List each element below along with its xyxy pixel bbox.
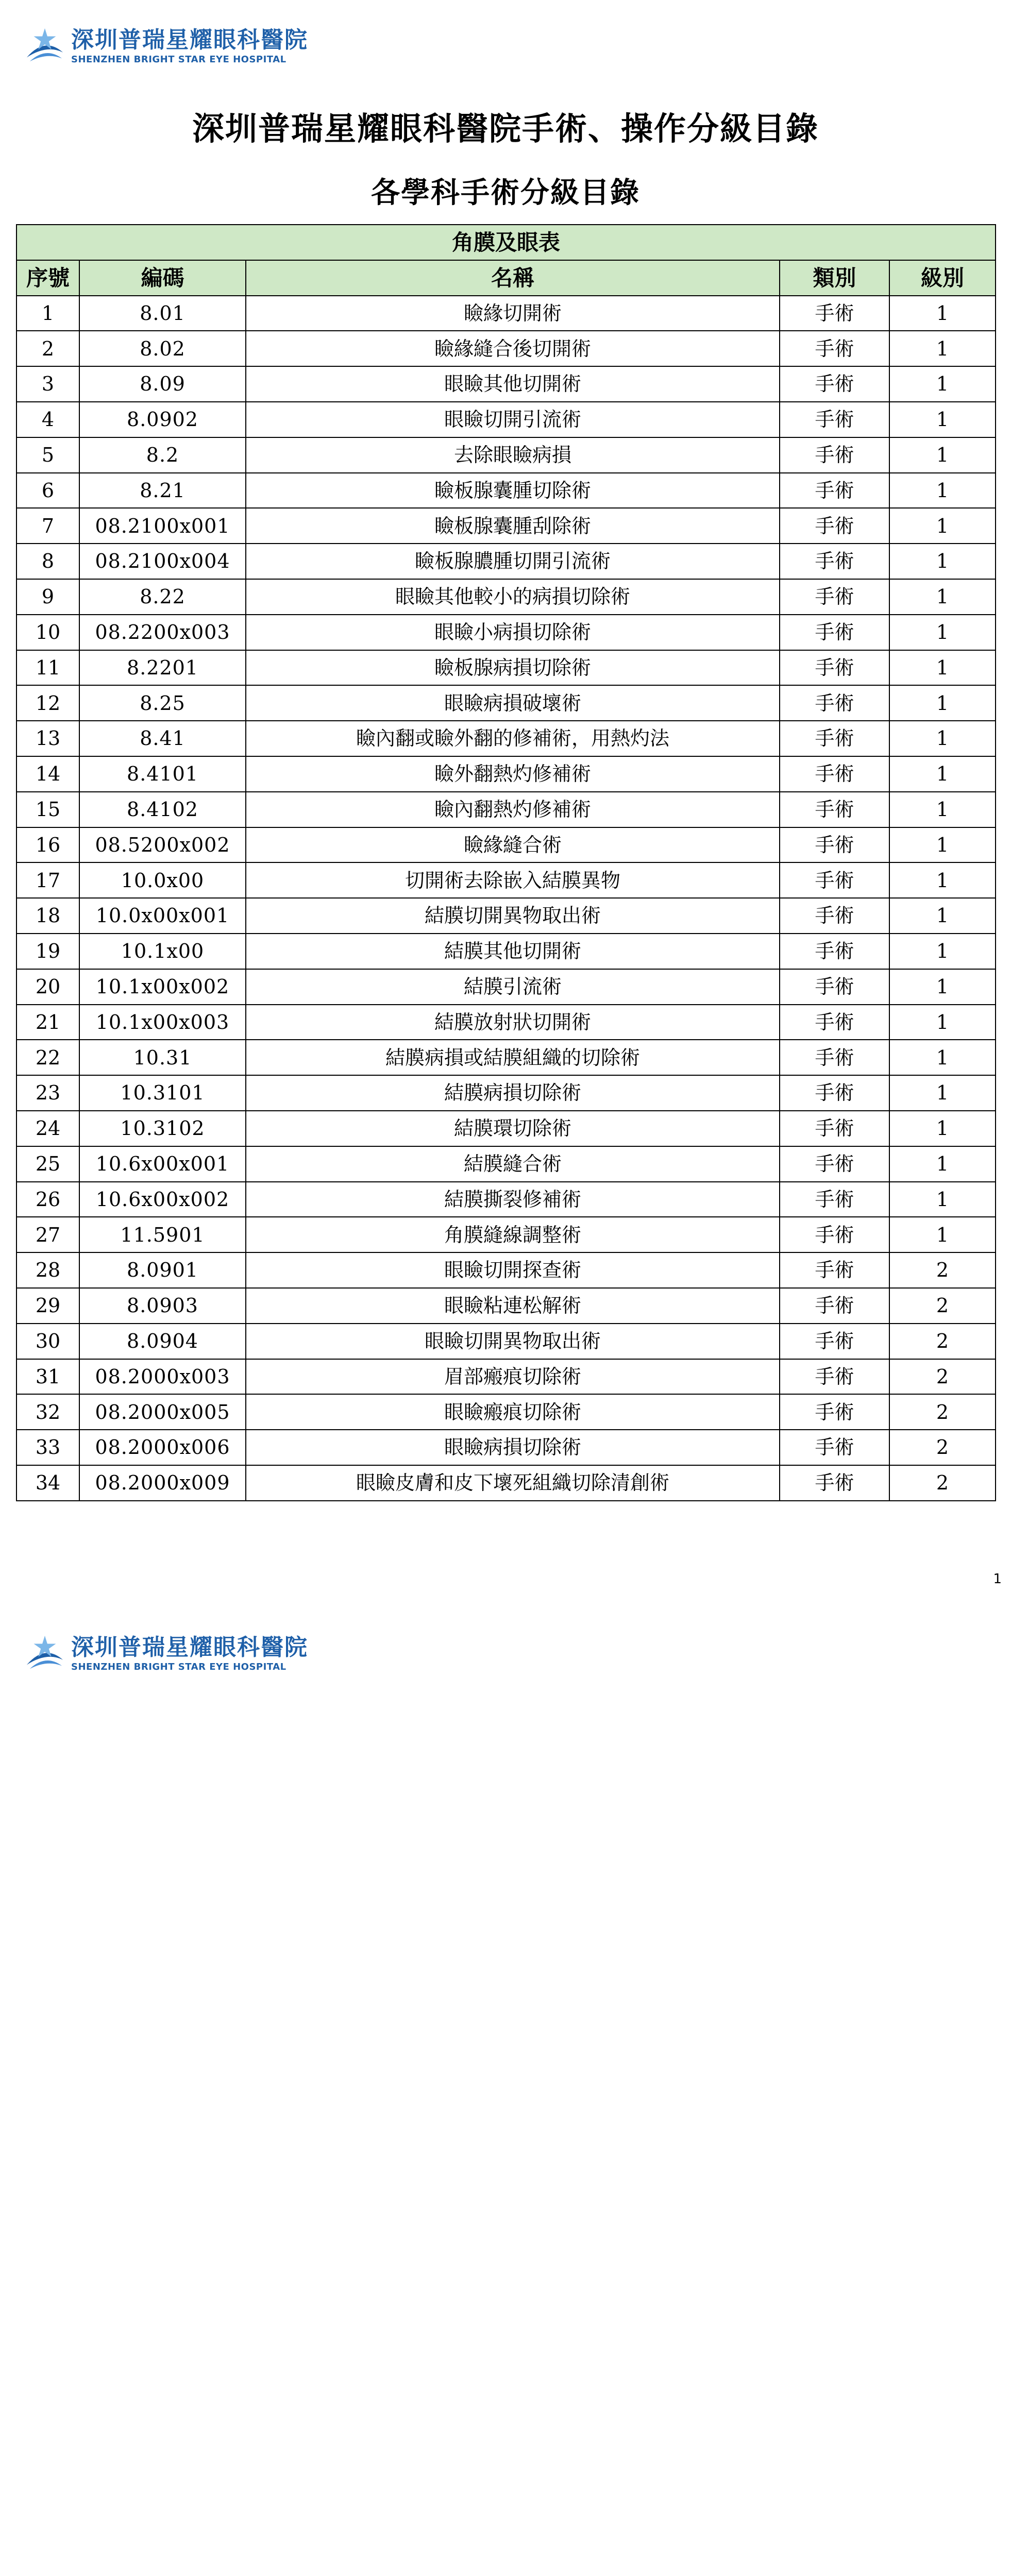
cell-level: 1 <box>889 1075 996 1111</box>
cell-name: 瞼板腺病損切除術 <box>246 650 780 686</box>
cell-level: 1 <box>889 508 996 544</box>
table-row <box>16 508 996 544</box>
cell-level: 1 <box>889 650 996 686</box>
hospital-logo <box>25 21 308 72</box>
hospital-name-en: SHENZHEN BRIGHT STAR EYE HOSPITAL <box>71 54 287 65</box>
table-row <box>16 1324 996 1359</box>
cell-name: 切開術去除嵌入結膜異物 <box>246 862 780 898</box>
cell-category: 手術 <box>780 544 889 579</box>
cell-category: 手術 <box>780 579 889 615</box>
table-row <box>16 1217 996 1252</box>
cell-category: 手術 <box>780 366 889 402</box>
cell-name: 結膜病損切除術 <box>246 1075 780 1111</box>
cell-index: 25 <box>16 1146 79 1182</box>
page-title: 深圳普瑞星耀眼科醫院手術、操作分級目錄 <box>192 110 819 147</box>
table-row <box>16 721 996 756</box>
cell-level: 1 <box>889 756 996 792</box>
cell-category: 手術 <box>780 969 889 1005</box>
cell-code: 8.09 <box>79 366 246 402</box>
cell-code: 8.41 <box>79 721 246 756</box>
cell-level: 1 <box>889 721 996 756</box>
cell-name: 瞼外翻熱灼修補術 <box>246 756 780 792</box>
header-row <box>16 260 996 296</box>
cell-code: 8.4102 <box>79 792 246 827</box>
cell-level: 2 <box>889 1324 996 1359</box>
cell-name: 結膜引流術 <box>246 969 780 1005</box>
table-row <box>16 862 996 898</box>
cell-index: 9 <box>16 579 79 615</box>
cell-name: 瞼內翻或瞼外翻的修補術，用熱灼法 <box>246 721 780 756</box>
cell-level: 1 <box>889 1146 996 1182</box>
cell-category: 手術 <box>780 685 889 721</box>
cell-level: 1 <box>889 615 996 650</box>
cell-category: 手術 <box>780 650 889 686</box>
cell-code: 8.01 <box>79 296 246 331</box>
cell-category: 手術 <box>780 331 889 366</box>
cell-index: 4 <box>16 402 79 437</box>
hospital-name-cn: 深圳普瑞星耀眼科醫院 <box>71 1634 308 1661</box>
cell-index: 1 <box>16 296 79 331</box>
cell-category: 手術 <box>780 473 889 509</box>
cell-index: 7 <box>16 508 79 544</box>
cell-index: 2 <box>16 331 79 366</box>
cell-index: 15 <box>16 792 79 827</box>
cell-code: 8.0903 <box>79 1288 246 1324</box>
cell-category: 手術 <box>780 402 889 437</box>
cell-index: 19 <box>16 934 79 969</box>
cell-level: 2 <box>889 1252 996 1288</box>
table-row <box>16 437 996 473</box>
cell-index: 10 <box>16 615 79 650</box>
cell-index: 30 <box>16 1324 79 1359</box>
cell-code: 8.0901 <box>79 1252 246 1288</box>
cell-code: 8.25 <box>79 685 246 721</box>
cell-code: 8.4101 <box>79 756 246 792</box>
cell-category: 手術 <box>780 1465 889 1501</box>
cell-code: 11.5901 <box>79 1217 246 1252</box>
cell-level: 1 <box>889 1005 996 1040</box>
cell-level: 1 <box>889 1040 996 1075</box>
cell-code: 08.2000x009 <box>79 1465 246 1501</box>
table-row <box>16 1111 996 1146</box>
table-row <box>16 1430 996 1465</box>
table-row <box>16 1146 996 1182</box>
cell-index: 26 <box>16 1182 79 1217</box>
cell-name: 眼瞼病損破壞術 <box>246 685 780 721</box>
table-row <box>16 1394 996 1430</box>
cell-index: 31 <box>16 1359 79 1395</box>
cell-level: 1 <box>889 1182 996 1217</box>
cell-name: 眼瞼切開異物取出術 <box>246 1324 780 1359</box>
cell-index: 16 <box>16 827 79 863</box>
table-row <box>16 402 996 437</box>
cell-name: 眼瞼瘢痕切除術 <box>246 1394 780 1430</box>
cell-level: 2 <box>889 1288 996 1324</box>
cell-code: 08.2000x005 <box>79 1394 246 1430</box>
surgery-table-page1 <box>16 224 996 1501</box>
cell-name: 瞼緣切開術 <box>246 296 780 331</box>
cell-name: 角膜縫線調整術 <box>246 1217 780 1252</box>
cell-name: 瞼板腺囊腫切除術 <box>246 473 780 509</box>
cell-code: 8.0904 <box>79 1324 246 1359</box>
cell-index: 32 <box>16 1394 79 1430</box>
cell-category: 手術 <box>780 721 889 756</box>
cell-name: 瞼緣縫合後切開術 <box>246 331 780 366</box>
table-row <box>16 650 996 686</box>
cell-name: 眼瞼切開引流術 <box>246 402 780 437</box>
cell-category: 手術 <box>780 1324 889 1359</box>
cell-index: 17 <box>16 862 79 898</box>
cell-level: 2 <box>889 1394 996 1430</box>
table-row <box>16 1252 996 1288</box>
cell-category: 手術 <box>780 756 889 792</box>
table-row <box>16 1465 996 1501</box>
cell-index: 27 <box>16 1217 79 1252</box>
table-row <box>16 792 996 827</box>
cell-category: 手術 <box>780 1075 889 1111</box>
cell-name: 瞼板腺膿腫切開引流術 <box>246 544 780 579</box>
cell-code: 8.2201 <box>79 650 246 686</box>
cell-category: 手術 <box>780 1430 889 1465</box>
page-subtitle: 各學科手術分級目錄 <box>371 176 640 210</box>
table-row <box>16 898 996 934</box>
cell-level: 1 <box>889 402 996 437</box>
table-row <box>16 1359 996 1395</box>
cell-name: 結膜撕裂修補術 <box>246 1182 780 1217</box>
cell-code: 10.1x00x002 <box>79 969 246 1005</box>
hospital-name-cn: 深圳普瑞星耀眼科醫院 <box>71 27 308 54</box>
cell-name: 結膜病損或結膜組織的切除術 <box>246 1040 780 1075</box>
cell-category: 手術 <box>780 1288 889 1324</box>
cell-index: 3 <box>16 366 79 402</box>
cell-category: 手術 <box>780 898 889 934</box>
table-row <box>16 1288 996 1324</box>
cell-level: 1 <box>889 862 996 898</box>
cell-code: 10.1x00 <box>79 934 246 969</box>
cell-category: 手術 <box>780 1394 889 1430</box>
cell-name: 眼瞼粘連松解術 <box>246 1288 780 1324</box>
cell-code: 8.22 <box>79 579 246 615</box>
cell-index: 23 <box>16 1075 79 1111</box>
cell-category: 手術 <box>780 1146 889 1182</box>
cell-category: 手術 <box>780 437 889 473</box>
cell-index: 24 <box>16 1111 79 1146</box>
cell-level: 2 <box>889 1359 996 1395</box>
cell-level: 1 <box>889 898 996 934</box>
table-row <box>16 969 996 1005</box>
star-logo-icon <box>25 1634 65 1674</box>
col-header-category: 類別 <box>780 260 889 296</box>
cell-name: 瞼緣縫合術 <box>246 827 780 863</box>
table-row <box>16 615 996 650</box>
cell-name: 結膜其他切開術 <box>246 934 780 969</box>
cell-code: 10.3102 <box>79 1111 246 1146</box>
table-row <box>16 1005 996 1040</box>
page-2 <box>0 1607 1011 2576</box>
table-row <box>16 473 996 509</box>
cell-name: 眼瞼切開探查術 <box>246 1252 780 1288</box>
col-header-level: 級別 <box>889 260 996 296</box>
cell-index: 8 <box>16 544 79 579</box>
hospital-logo <box>25 1628 308 1680</box>
cell-index: 12 <box>16 685 79 721</box>
cell-name: 瞼內翻熱灼修補術 <box>246 792 780 827</box>
page-number: 1 <box>993 1571 1002 1587</box>
cell-name: 眉部瘢痕切除術 <box>246 1359 780 1395</box>
cell-code: 10.6x00x001 <box>79 1146 246 1182</box>
cell-name: 瞼板腺囊腫刮除術 <box>246 508 780 544</box>
cell-level: 1 <box>889 437 996 473</box>
cell-category: 手術 <box>780 296 889 331</box>
cell-level: 1 <box>889 792 996 827</box>
star-logo-icon <box>25 26 65 66</box>
table-row <box>16 1182 996 1217</box>
cell-level: 1 <box>889 1111 996 1146</box>
table-row <box>16 296 996 331</box>
cell-name: 結膜放射狀切開術 <box>246 1005 780 1040</box>
cell-level: 1 <box>889 473 996 509</box>
cell-category: 手術 <box>780 1182 889 1217</box>
section-row <box>16 225 996 260</box>
cell-code: 08.5200x002 <box>79 827 246 863</box>
cell-category: 手術 <box>780 1359 889 1395</box>
cell-code: 8.2 <box>79 437 246 473</box>
cell-index: 11 <box>16 650 79 686</box>
col-header-name: 名稱 <box>246 260 780 296</box>
cell-index: 21 <box>16 1005 79 1040</box>
table-row <box>16 1075 996 1111</box>
cell-index: 5 <box>16 437 79 473</box>
cell-category: 手術 <box>780 1005 889 1040</box>
cell-code: 10.3101 <box>79 1075 246 1111</box>
cell-level: 1 <box>889 331 996 366</box>
cell-code: 08.2000x006 <box>79 1430 246 1465</box>
cell-index: 6 <box>16 473 79 509</box>
cell-index: 28 <box>16 1252 79 1288</box>
col-header-code: 編碼 <box>79 260 246 296</box>
table-row <box>16 544 996 579</box>
table-row <box>16 1040 996 1075</box>
hospital-name-en: SHENZHEN BRIGHT STAR EYE HOSPITAL <box>71 1661 287 1672</box>
cell-category: 手術 <box>780 827 889 863</box>
cell-level: 1 <box>889 366 996 402</box>
table-row <box>16 366 996 402</box>
cell-code: 08.2200x003 <box>79 615 246 650</box>
cell-code: 10.6x00x002 <box>79 1182 246 1217</box>
cell-level: 1 <box>889 685 996 721</box>
cell-name: 眼瞼其他切開術 <box>246 366 780 402</box>
cell-code: 10.0x00x001 <box>79 898 246 934</box>
cell-index: 33 <box>16 1430 79 1465</box>
cell-code: 10.1x00x003 <box>79 1005 246 1040</box>
cell-category: 手術 <box>780 1252 889 1288</box>
cell-index: 34 <box>16 1465 79 1501</box>
cell-name: 結膜環切除術 <box>246 1111 780 1146</box>
cell-level: 1 <box>889 934 996 969</box>
cell-category: 手術 <box>780 1040 889 1075</box>
cell-name: 眼瞼其他較小的病損切除術 <box>246 579 780 615</box>
cell-level: 2 <box>889 1430 996 1465</box>
cell-name: 眼瞼病損切除術 <box>246 1430 780 1465</box>
cell-code: 10.0x00 <box>79 862 246 898</box>
cell-level: 2 <box>889 1465 996 1501</box>
cell-index: 13 <box>16 721 79 756</box>
cell-code: 08.2100x001 <box>79 508 246 544</box>
table-row <box>16 579 996 615</box>
cell-category: 手術 <box>780 792 889 827</box>
cell-code: 08.2100x004 <box>79 544 246 579</box>
cell-code: 08.2000x003 <box>79 1359 246 1395</box>
cell-level: 1 <box>889 969 996 1005</box>
cell-category: 手術 <box>780 1217 889 1252</box>
cell-index: 22 <box>16 1040 79 1075</box>
cell-name: 去除眼瞼病損 <box>246 437 780 473</box>
table-row <box>16 756 996 792</box>
cell-category: 手術 <box>780 615 889 650</box>
cell-level: 1 <box>889 544 996 579</box>
cell-level: 1 <box>889 296 996 331</box>
cell-code: 8.21 <box>79 473 246 509</box>
cell-name: 眼瞼皮膚和皮下壞死組織切除清創術 <box>246 1465 780 1501</box>
cell-code: 10.31 <box>79 1040 246 1075</box>
cell-level: 1 <box>889 827 996 863</box>
cell-index: 18 <box>16 898 79 934</box>
cell-index: 20 <box>16 969 79 1005</box>
cell-category: 手術 <box>780 934 889 969</box>
table-row <box>16 934 996 969</box>
table-row <box>16 827 996 863</box>
cell-name: 眼瞼小病損切除術 <box>246 615 780 650</box>
col-header-index: 序號 <box>16 260 79 296</box>
table-row <box>16 331 996 366</box>
cell-name: 結膜縫合術 <box>246 1146 780 1182</box>
cell-level: 1 <box>889 579 996 615</box>
cell-code: 8.0902 <box>79 402 246 437</box>
cell-index: 29 <box>16 1288 79 1324</box>
cell-level: 1 <box>889 1217 996 1252</box>
cell-category: 手術 <box>780 1111 889 1146</box>
cell-code: 8.02 <box>79 331 246 366</box>
cell-name: 結膜切開異物取出術 <box>246 898 780 934</box>
cell-index: 14 <box>16 756 79 792</box>
cell-category: 手術 <box>780 862 889 898</box>
section-title: 角膜及眼表 <box>16 225 996 260</box>
table-row <box>16 685 996 721</box>
cell-category: 手術 <box>780 508 889 544</box>
